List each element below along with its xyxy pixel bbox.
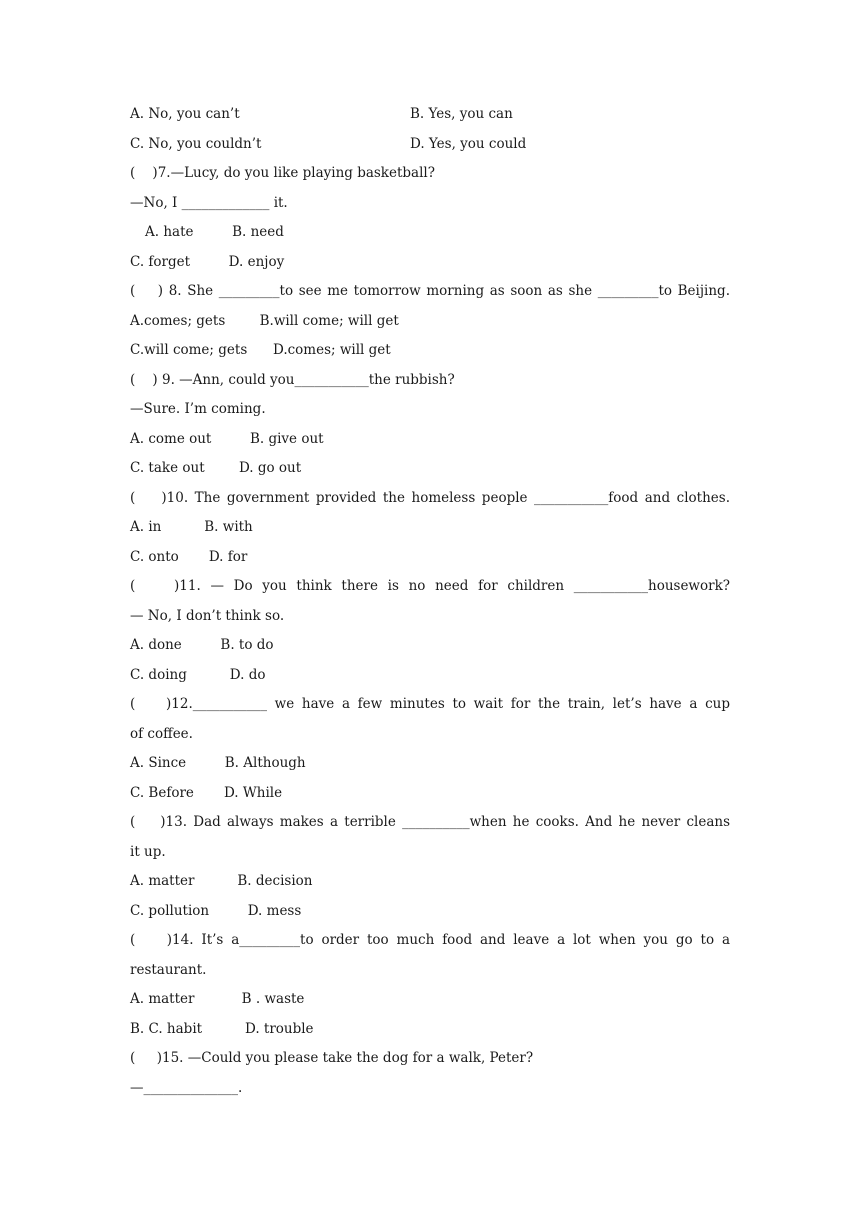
text-line: restaurant. [130, 961, 207, 978]
text-line: —Sure. I’m coming. [130, 401, 266, 417]
option-b: B. Yes, you can [410, 106, 513, 122]
text-line: it up. [130, 843, 166, 860]
option-a: C. No, you couldn’t [130, 135, 262, 152]
text-line: A. matter B. decision [130, 873, 313, 889]
text-line: ( ) 8. She _________to see me tomorrow morning as soon as she _________to Beijing. [130, 283, 730, 299]
text-line: — No, I don’t think so. [130, 607, 285, 624]
text-line: ( )7.—Lucy, do you like playing basketball? [130, 165, 435, 181]
text-line: of coffee. [130, 725, 193, 742]
text-line: C. pollution D. mess [130, 902, 302, 919]
text-line: —No, I _____________ it. [130, 194, 288, 211]
text-line: C. forget D. enjoy [130, 253, 285, 270]
text-line: C. Before D. While [130, 784, 283, 801]
text-line: A. come out B. give out [130, 430, 324, 447]
text-line: A. in B. with [130, 519, 253, 535]
text-line: ( )13. Dad always makes a terrible __________when he cooks. And he never cleans [130, 814, 730, 830]
text-line: ( )10. The government provided the homeless people ___________food and clothes. [130, 489, 730, 506]
text-line: ( ) 9. —Ann, could you___________the rubbish? [130, 371, 455, 388]
text-line: C.will come; gets D.comes; will get [130, 342, 391, 358]
text-line: ( )12.___________ we have a few minutes to wait for the train, let’s have a cup [130, 696, 730, 712]
text-line: B. C. habit D. trouble [130, 1020, 314, 1037]
text-line: A.comes; gets B.will come; will get [130, 312, 399, 329]
text-line: C. onto D. for [130, 548, 248, 565]
text-line: A. hate B. need [145, 224, 284, 240]
option-b: D. Yes, you could [410, 135, 527, 152]
text-line: C. doing D. do [130, 666, 266, 683]
text-line: —______________. [130, 1079, 243, 1096]
text-line: C. take out D. go out [130, 460, 302, 476]
text-line: A. Since B. Although [130, 755, 306, 771]
text-line: ( )15. —Could you please take the dog for a walk, Peter? [130, 1050, 534, 1066]
text-line: A. matter B . waste [130, 991, 305, 1007]
text-line: ( )14. It’s a_________to order too much food and leave a lot when you go to a [130, 932, 730, 948]
text-line: A. done B. to do [130, 637, 274, 653]
text-line: ( )11. — Do you think there is no need for children ___________housework? [130, 578, 730, 594]
option-a: A. No, you can’t [130, 106, 240, 122]
